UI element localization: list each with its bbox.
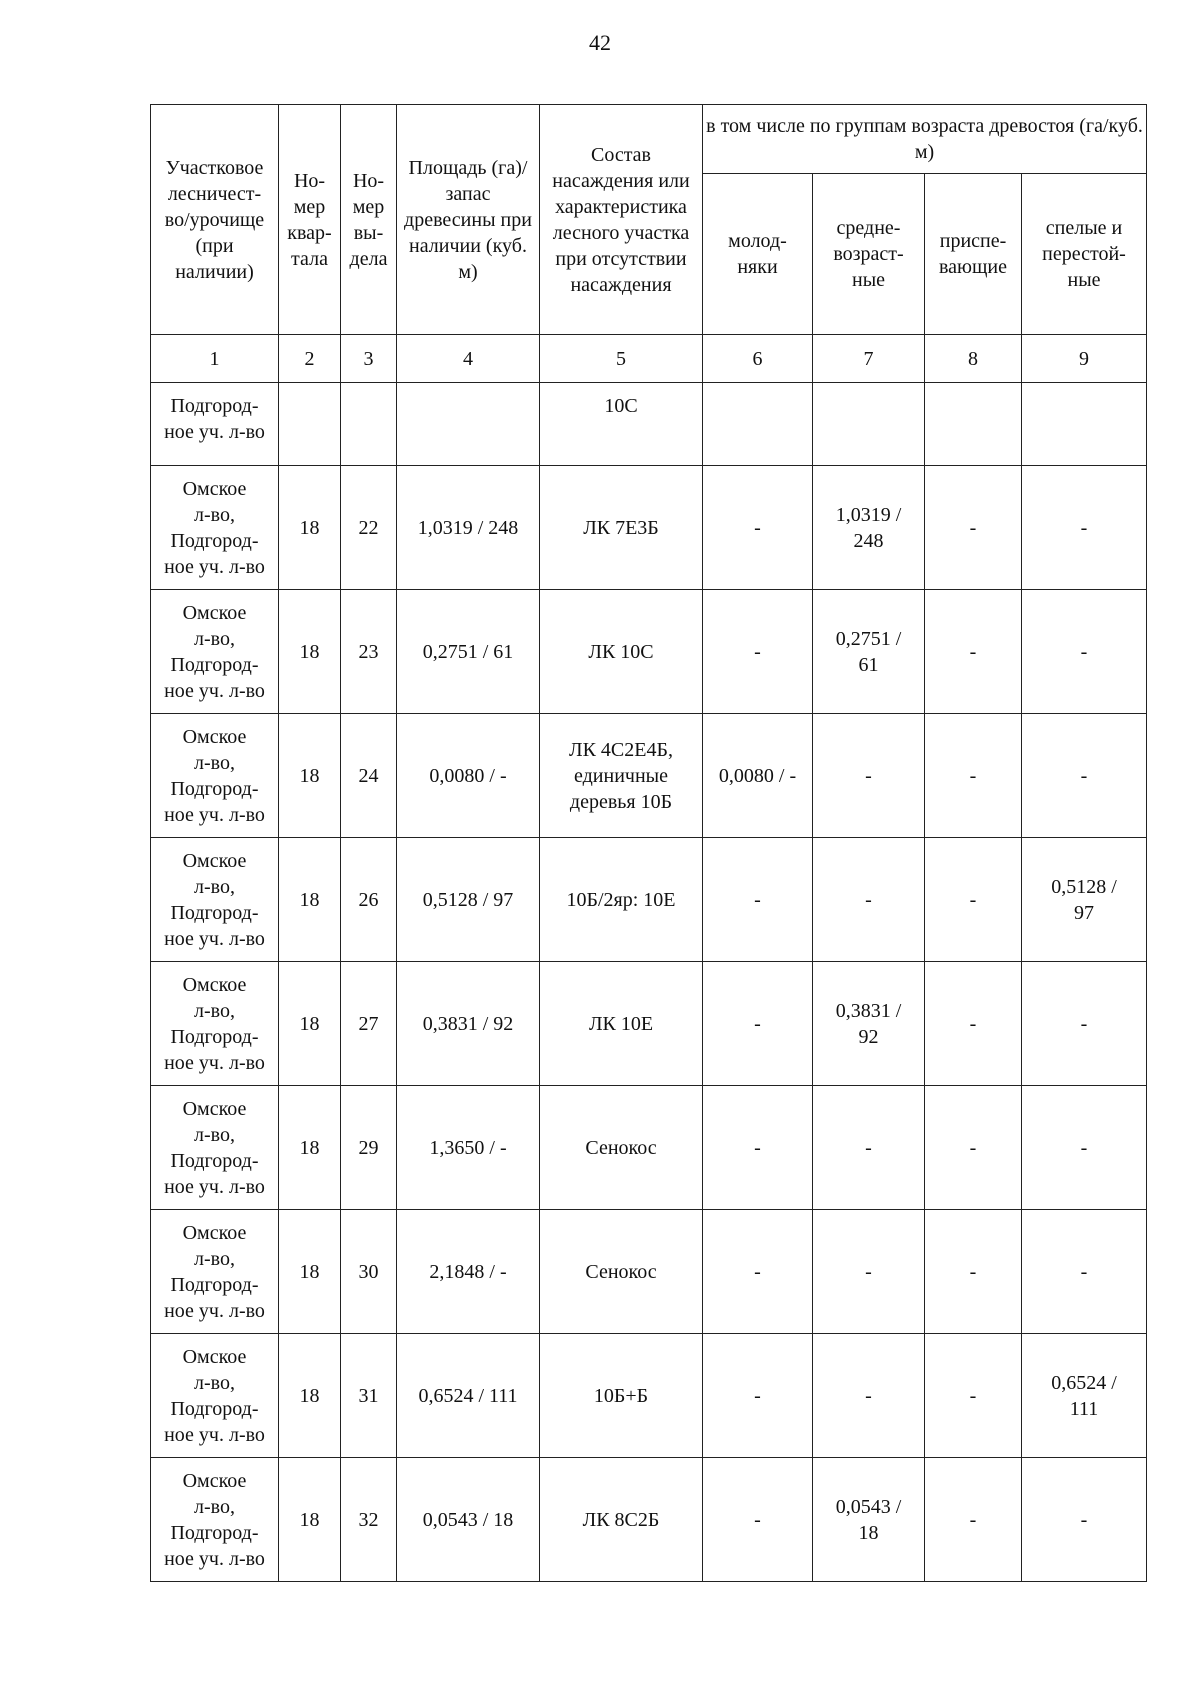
quarter-cell: 18 [279, 590, 341, 714]
mature-cell: - [1022, 714, 1147, 838]
plot-cell: 30 [341, 1210, 397, 1334]
area-cell: 0,3831 / 92 [397, 962, 540, 1086]
composition-cell: ЛК 8С2Б [540, 1458, 703, 1582]
table-row-forestry-header [151, 383, 1147, 466]
quarter-cell: 18 [279, 1086, 341, 1210]
column-number: 2 [279, 335, 341, 383]
quarter-cell: 18 [279, 838, 341, 962]
area-cell: 0,0080 / - [397, 714, 540, 838]
column-number-row [151, 335, 1147, 383]
middle-aged-cell: - [813, 1210, 925, 1334]
plot-cell: 26 [341, 838, 397, 962]
ripening-cell: - [925, 1210, 1022, 1334]
quarter-cell: 18 [279, 466, 341, 590]
middle-aged-cell: - [813, 714, 925, 838]
ripening-cell: - [925, 838, 1022, 962]
ripening-cell: - [925, 1334, 1022, 1458]
column-number: 8 [925, 335, 1022, 383]
area-cell: 0,0543 / 18 [397, 1458, 540, 1582]
forestry-cell: Омское л-во, Подгород- ное уч. л-во [151, 1210, 279, 1334]
header-ripening: приспе- вающие [925, 174, 1022, 335]
ripening-cell: - [925, 466, 1022, 590]
ripening-cell: - [925, 962, 1022, 1086]
plot-cell: 24 [341, 714, 397, 838]
empty-cell [279, 383, 341, 466]
forest-plots-table [150, 104, 1147, 1582]
page-number: 42 [589, 30, 611, 55]
quarter-cell: 18 [279, 1458, 341, 1582]
plot-cell: 29 [341, 1086, 397, 1210]
forestry-cell: Омское л-во, Подгород- ное уч. л-во [151, 1086, 279, 1210]
header-middle-aged: средне- возраст- ные [813, 174, 925, 335]
mature-cell: - [1022, 1086, 1147, 1210]
composition-cell: 10Б/2яр: 10Е [540, 838, 703, 962]
table-row [151, 714, 1147, 838]
header-row [151, 105, 1147, 174]
mature-cell: - [1022, 466, 1147, 590]
plot-cell: 23 [341, 590, 397, 714]
ripening-cell: - [925, 590, 1022, 714]
forestry-cell: Омское л-во, Подгород- ное уч. л-во [151, 1458, 279, 1582]
forestry-cell: Омское л-во, Подгород- ное уч. л-во [151, 1334, 279, 1458]
mature-cell: - [1022, 1210, 1147, 1334]
young-cell: - [703, 1334, 813, 1458]
plot-cell: 27 [341, 962, 397, 1086]
forestry-cell: Подгород- ное уч. л-во [151, 383, 279, 466]
header-plot: Но- мер вы- дела [341, 105, 397, 335]
young-cell: - [703, 1458, 813, 1582]
area-cell: 1,3650 / - [397, 1086, 540, 1210]
table-row [151, 1458, 1147, 1582]
area-cell: 0,5128 / 97 [397, 838, 540, 962]
table-row [151, 1086, 1147, 1210]
table-row [151, 838, 1147, 962]
header-young: молод- няки [703, 174, 813, 335]
middle-aged-cell: - [813, 1334, 925, 1458]
area-cell: 1,0319 / 248 [397, 466, 540, 590]
forestry-cell: Омское л-во, Подгород- ное уч. л-во [151, 590, 279, 714]
plot-cell: 31 [341, 1334, 397, 1458]
empty-cell [925, 383, 1022, 466]
mature-cell: - [1022, 962, 1147, 1086]
area-cell: 0,6524 / 111 [397, 1334, 540, 1458]
composition-cell: ЛК 10С [540, 590, 703, 714]
quarter-cell: 18 [279, 1334, 341, 1458]
composition-cell: ЛК 7Е3Б [540, 466, 703, 590]
area-cell: 2,1848 / - [397, 1210, 540, 1334]
header-area: Площадь (га)/запас древесины при наличии (куб. м) [397, 105, 540, 335]
young-cell: - [703, 1086, 813, 1210]
column-number: 1 [151, 335, 279, 383]
column-number: 6 [703, 335, 813, 383]
column-number: 3 [341, 335, 397, 383]
mature-cell: - [1022, 1458, 1147, 1582]
mature-cell: 0,5128 / 97 [1022, 838, 1147, 962]
middle-aged-cell: - [813, 838, 925, 962]
forestry-cell: Омское л-во, Подгород- ное уч. л-во [151, 838, 279, 962]
young-cell: - [703, 838, 813, 962]
empty-cell [813, 383, 925, 466]
quarter-cell: 18 [279, 714, 341, 838]
table-row [151, 1210, 1147, 1334]
plot-cell: 22 [341, 466, 397, 590]
middle-aged-cell: 1,0319 / 248 [813, 466, 925, 590]
composition-cell: 10С [540, 383, 703, 466]
composition-cell: Сенокос [540, 1086, 703, 1210]
plot-cell: 32 [341, 1458, 397, 1582]
column-number: 4 [397, 335, 540, 383]
ripening-cell: - [925, 714, 1022, 838]
table-row [151, 1334, 1147, 1458]
ripening-cell: - [925, 1086, 1022, 1210]
middle-aged-cell: - [813, 1086, 925, 1210]
table-row [151, 590, 1147, 714]
composition-cell: Сенокос [540, 1210, 703, 1334]
column-number: 9 [1022, 335, 1147, 383]
young-cell: - [703, 1210, 813, 1334]
column-number: 7 [813, 335, 925, 383]
header-quarter: Но- мер квар- тала [279, 105, 341, 335]
middle-aged-cell: 0,3831 / 92 [813, 962, 925, 1086]
mature-cell: 0,6524 / 111 [1022, 1334, 1147, 1458]
composition-cell: 10Б+Б [540, 1334, 703, 1458]
young-cell: 0,0080 / - [703, 714, 813, 838]
quarter-cell: 18 [279, 962, 341, 1086]
header-age-groups: в том числе по группам возраста древостоя (га/куб. м) [703, 105, 1147, 174]
middle-aged-cell: 0,2751 / 61 [813, 590, 925, 714]
composition-cell: ЛК 10Е [540, 962, 703, 1086]
table-row [151, 466, 1147, 590]
forestry-cell: Омское л-во, Подгород- ное уч. л-во [151, 962, 279, 1086]
composition-cell: ЛК 4С2Е4Б, единичные деревья 10Б [540, 714, 703, 838]
forestry-cell: Омское л-во, Подгород- ное уч. л-во [151, 466, 279, 590]
column-number: 5 [540, 335, 703, 383]
quarter-cell: 18 [279, 1210, 341, 1334]
header-forestry: Участковое лесничест- во/урочище (при наличии) [151, 105, 279, 335]
middle-aged-cell: 0,0543 / 18 [813, 1458, 925, 1582]
table-row [151, 962, 1147, 1086]
empty-cell [703, 383, 813, 466]
ripening-cell: - [925, 1458, 1022, 1582]
area-cell: 0,2751 / 61 [397, 590, 540, 714]
young-cell: - [703, 590, 813, 714]
empty-cell [341, 383, 397, 466]
header-composition: Состав насаждения или характеристика лесного участка при отсутствии насаждения [540, 105, 703, 335]
young-cell: - [703, 466, 813, 590]
mature-cell: - [1022, 590, 1147, 714]
header-mature: спелые и перестой- ные [1022, 174, 1147, 335]
empty-cell [1022, 383, 1147, 466]
forestry-cell: Омское л-во, Подгород- ное уч. л-во [151, 714, 279, 838]
empty-cell [397, 383, 540, 466]
young-cell: - [703, 962, 813, 1086]
